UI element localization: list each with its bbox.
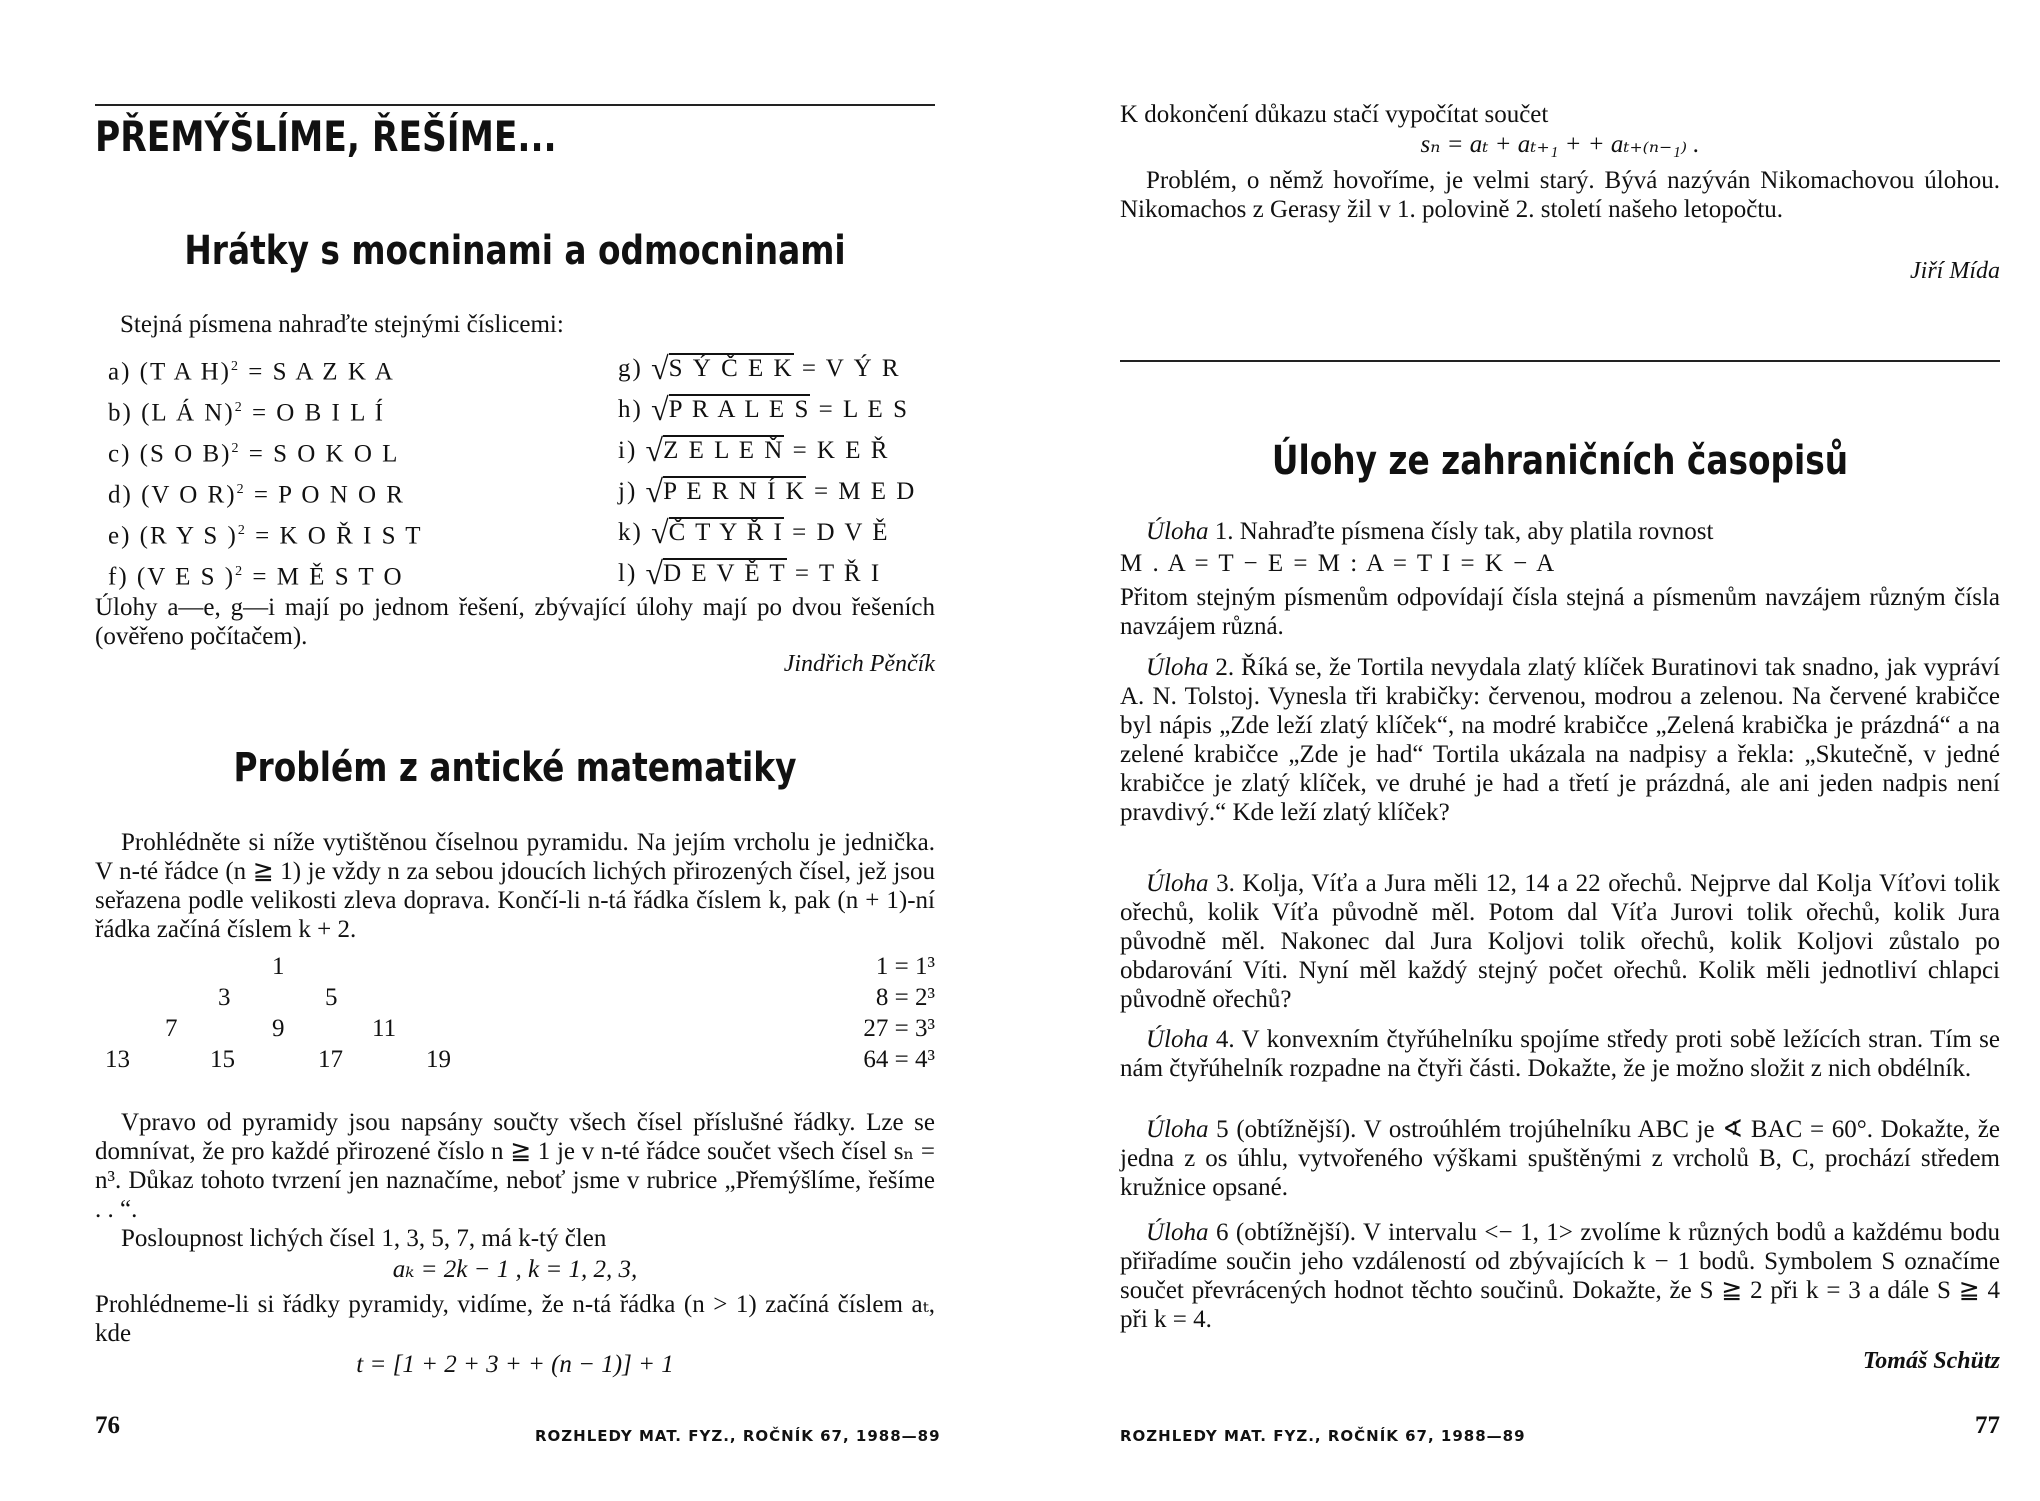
page-number: 76 [95,1412,120,1439]
radical-icon: √ [651,391,671,427]
radical-icon: √ [645,473,666,509]
task-5: Úloha 5 (obtížnější). V ostroúhlém trojúhelníku ABC je ∢ BAC = 60°. Dokažte, že jedna z os úhlu, vytvořeného výškami spuštěnými z vrcholů B, C, prochází středem kružnice opsané. [1120,1116,2000,1201]
equation-g: g) √S Ý Č E K = V Ý R [618,350,901,386]
formula-ak: aₖ = 2k − 1 , k = 1, 2, 3, [392,1256,638,1283]
equation-h: h) √P R A L E S = L E S [618,391,909,427]
row-sum: 64 = 4³ [863,1046,935,1073]
radical-icon: √ [645,555,666,591]
equation-d: d) (V O R)$^2$ = P O N O R [108,481,405,509]
radical-icon: √ [651,350,671,386]
pyramid-cell: 5 [325,984,338,1011]
equation-l: l) √D E V Ě T = T Ř I [618,555,882,591]
article2-para1: Prohlédněte si níže vytištěnou číselnou pyramidu. Na jejím vrcholu je jednička. V n-té řádce (n ≧ 1) je vždy n za sebou jdoucích lichých přirozených čísel, jež jsou seřazena podle velikosti zleva doprava. Končí-li n-tá řádka číslem k, pak (n + 1)-ní řádka začíná číslem k + 2. [95,829,935,943]
task-6: Úloha 6 (obtížnější). V intervalu <− 1, 1> zvolíme k různých bodů a každému bodu přiřadíme součin jeho vzdáleností od zbývajících k − 1 bodů. Symbolem S označíme součet převrácených hodnot těchto součinů. Dokažte, že S ≧ 2 při k = 3 a dále S ≧ 4 při k = 4. [1120,1219,2000,1333]
right-page [1020,0,2040,1501]
pyramid-cell: 19 [426,1046,451,1073]
article2-title: Problém z antické matematiky [233,745,797,791]
row-sum: 1 = 1³ [875,953,935,980]
continuation-line: K dokončení důkazu stačí vypočítat součet [1120,101,1549,128]
task-1: Úloha 1. Nahraďte písmena čísly tak, aby platila rovnost [1146,518,1714,545]
task-1-equation: M . A = T − E = M : A = T I = K − A [1120,550,1557,577]
section-title: PŘEMÝŠLÍME, ŘEŠÍME... [95,112,557,161]
pyramid-cell: 17 [318,1046,343,1073]
equation-e: e) (R Y S )$^2$ = K O Ř I S T [108,522,423,550]
pyramid-cell: 7 [165,1015,178,1042]
task-3: Úloha 3. Kolja, Víťa a Jura měli 12, 14 a 22 ořechů. Nejprve dal Kolja Víťovi tolik ořechů, kolik Víťa původně měl. Potom dal Víťa Jurovi tolik ořechů, kolik Jura původně měl. Nakonec dal Jura Koljovi tolik ořechů, kolik Koljovi zůstalo po obdarování Víti. Nyní měl každý stejný počet ořechů. Kolik měli jednotliví chlapci původně ořechů? [1120,870,2000,1013]
row-sum: 8 = 2³ [875,984,935,1011]
article1-title: Hrátky s mocninami a odmocninami [184,228,846,274]
pyramid-cell: 11 [372,1015,397,1042]
continuation-para: Problém, o němž hovoříme, je velmi starý. Bývá nazýván Nikomachovou úlohou. Nikomachos z Gerasy žil v 1. polovině 2. století našeho letopočtu. [1120,167,2000,223]
continuation-formula: sₙ = aₜ + aₜ₊₁ + + aₜ₊₍ₙ₋₁₎ . [1420,131,1700,158]
equation-b: b) (L Á N)$^2$ = O B I L Í [108,399,386,427]
running-footer: ROZHLEDY MAT. FYZ., ROČNÍK 67, 1988—89 [535,1427,941,1445]
article3-author: Tomáš Schütz [1862,1348,2000,1374]
radical-icon: √ [651,514,671,550]
task-4: Úloha 4. V konvexním čtyřúhelníku spojíme středy proti sobě ležících stran. Tím se nám čtyřúhelník rozpadne na čtyři části. Dokažte, že je možno složit z nich obdélník. [1120,1026,2000,1082]
radical-icon: √ [645,432,666,468]
equation-i: i) √Z E L E Ň = K E Ř [618,432,890,468]
top-rule [95,104,935,106]
article2-para4: Prohlédneme-li si řádky pyramidy, vidíme, že n-tá řádka (n > 1) začíná číslem aₜ, kde [95,1291,935,1347]
pyramid-cell: 15 [210,1046,235,1073]
continuation-author: Jiří Mída [1910,258,2000,284]
formula-t: t = [1 + 2 + 3 + + (n − 1)] + 1 [356,1351,674,1378]
article1-author: Jindřich Pěnčík [783,651,935,677]
equation-j: j) √P E R N Í K = M E D [618,473,917,509]
article2-para3: Posloupnost lichých čísel 1, 3, 5, 7, má k-tý člen [121,1225,607,1252]
running-footer: ROZHLEDY MAT. FYZ., ROČNÍK 67, 1988—89 [1120,1427,1526,1445]
pyramid-cell: 3 [218,984,231,1011]
article2-para2: Vpravo od pyramidy jsou napsány součty všech čísel příslušné řádky. Lze se domnívat, že pro každé přirozené číslo n ≧ 1 je v n-té řádce součet všech čísel sₙ = n³. Důkaz tohoto tvrzení jen naznačíme, neboť jsme v rubrice „Přemýšlíme, řešíme . . “. [95,1109,935,1223]
task-2: Úloha 2. Říká se, že Tortila nevydala zlatý klíček Buratinovi tak snadno, jak vypráví A. N. Tolstoj. Vynesla tři krabičky: červenou, modrou a zelenou. Na červené krabičce byl nápis „Zde leží zlatý klíček“, na modré krabičce „Zelená krabička je prázdná“ a na zelené krabičce „Zde je had“ Tortila ukázala na nadpisy a řekla: „Skutečně, v jedné krabičce je zlatý klíček, ve druhé je had a třetí je prázdná, ale ani jeden nadpis není pravdivý.“ Kde leží zlatý klíček? [1120,654,2000,826]
equation-f: f) (V E S )$^2$ = M Ě S T O [108,563,404,591]
page-number: 77 [1975,1412,2000,1439]
article1-intro: Stejná písmena nahraďte stejnými číslicemi: [120,311,564,338]
equation-a: a) (T A H)$^2$ = S A Z K A [108,358,395,386]
pyramid-cell: 13 [105,1046,130,1073]
article3-title: Úlohy ze zahraničních časopisů [1271,438,1849,484]
equation-k: k) √Č T Y Ř I = D V Ě [618,514,890,550]
pyramid-cell: 9 [272,1015,285,1042]
article1-note: Úlohy a—e, g—i mají po jednom řešení, zbývající úlohy mají po dvou řešeních (ověřeno počítačem). [95,594,935,650]
task-1-note: Přitom stejným písmenům odpovídají čísla stejná a písmenům navzájem různým čísla navzájem různá. [1120,584,2000,640]
equation-c: c) (S O B)$^2$ = S O K O L [108,440,400,468]
pyramid-cell: 1 [272,953,285,980]
section-rule [1120,360,2000,362]
row-sum: 27 = 3³ [863,1015,935,1042]
